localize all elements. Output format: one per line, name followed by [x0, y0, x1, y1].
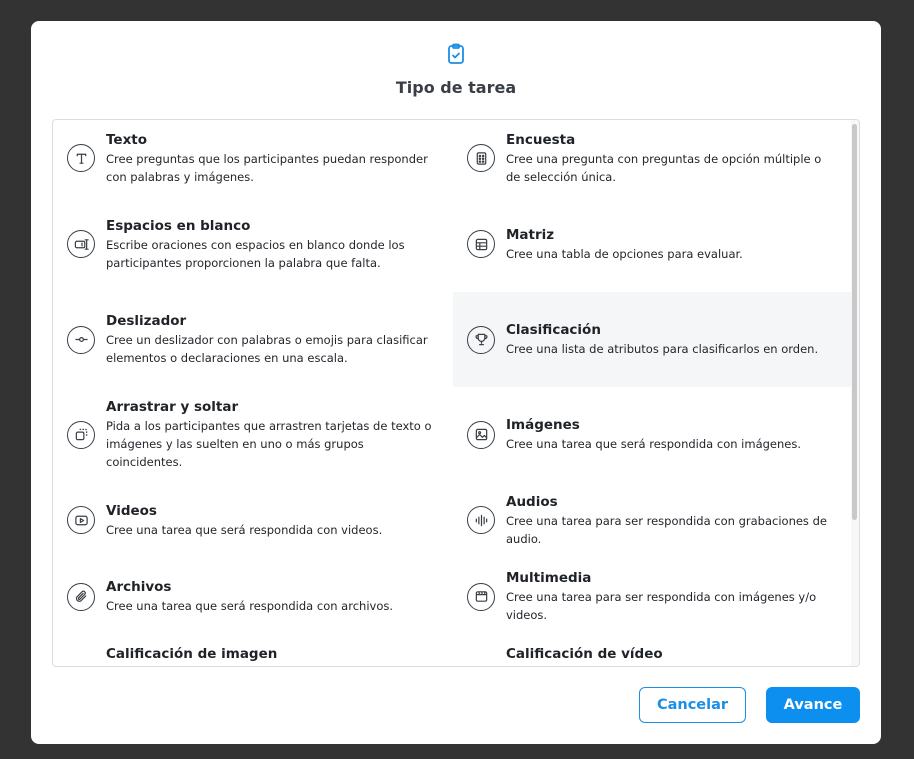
task-option-ranking[interactable]	[453, 292, 853, 387]
modal-title: Tipo de tarea	[395, 78, 517, 97]
task-option-description: Cree una tarea que será respondida con archivos.	[106, 599, 394, 613]
task-option-title: Calificación de imagen	[106, 646, 278, 662]
task-option-multimedia[interactable]	[453, 558, 853, 635]
task-option-title: Clasificación	[506, 322, 601, 338]
survey-icon	[467, 144, 495, 172]
paperclip-icon	[67, 583, 95, 611]
drag-drop-icon	[67, 421, 95, 449]
task-option-description: Cree preguntas que los participantes puedan responder con palabras y imágenes.	[106, 151, 428, 184]
task-option-title: Videos	[106, 502, 157, 519]
task-option-image-rating[interactable]	[53, 635, 453, 667]
video-icon	[67, 506, 95, 534]
task-option-slider[interactable]	[53, 292, 453, 387]
task-option-title: Archivos	[106, 579, 172, 595]
task-option-description: Pida a los participantes que arrastren tarjetas de texto o imágenes y las suelten en uno o más grupos coincidentes.	[106, 419, 432, 469]
task-option-description: Cree una tabla de opciones para evaluar.	[506, 246, 743, 261]
text-icon	[67, 144, 95, 172]
task-option-title: Encuesta	[506, 131, 576, 148]
task-option-description: Cree una lista de atributos para clasificarlos en orden.	[506, 342, 819, 356]
task-option-description: Cree una tarea para ser respondida con grabaciones de audio.	[506, 513, 827, 546]
task-option-text[interactable]	[53, 120, 453, 196]
task-option-title: Audios	[506, 493, 558, 510]
task-option-title: Espacios en blanco	[106, 217, 251, 234]
trophy-icon	[467, 326, 495, 354]
slider-icon	[67, 326, 95, 354]
task-option-videos[interactable]	[53, 482, 453, 558]
task-option-description: Cree un deslizador con palabras o emojis para clasificar elementos o declaraciones en una escala.	[106, 333, 428, 365]
task-option-description: Cree una tarea que será respondida con videos.	[106, 522, 383, 537]
next-button[interactable]: Avance	[766, 687, 860, 723]
task-option-title: Texto	[106, 131, 148, 148]
task-option-audios[interactable]	[453, 482, 853, 558]
task-option-title: Deslizador	[106, 313, 187, 329]
fill-blanks-icon	[67, 230, 95, 258]
image-icon	[467, 421, 495, 449]
list-scrollbar[interactable]	[851, 120, 859, 667]
task-option-title: Imágenes	[506, 417, 580, 433]
cancel-button[interactable]: Cancelar	[639, 687, 746, 723]
task-option-description: Cree una pregunta con preguntas de opción múltiple o de selección única.	[506, 151, 822, 184]
task-option-description: Cree una tarea para ser respondida con imágenes y/o videos.	[506, 590, 817, 622]
audio-wave-icon	[467, 506, 495, 534]
task-option-survey[interactable]	[453, 120, 853, 196]
matrix-icon	[467, 230, 495, 258]
task-option-files[interactable]	[53, 558, 453, 635]
task-option-title: Multimedia	[506, 570, 592, 586]
task-type-modal	[31, 21, 881, 744]
task-option-images[interactable]	[453, 387, 853, 482]
task-option-description: Cree una tarea que será respondida con imágenes.	[506, 437, 802, 451]
task-option-title: Arrastrar y soltar	[106, 399, 239, 415]
task-option-title: Calificación de vídeo	[506, 646, 663, 662]
scrollbar-thumb[interactable]	[852, 124, 857, 520]
task-option-video-rating[interactable]	[453, 635, 853, 667]
multimedia-icon	[467, 583, 495, 611]
task-option-description: Escribe oraciones con espacios en blanco donde los participantes proporcionen la palabra que falta.	[106, 237, 405, 270]
task-type-list[interactable]	[52, 119, 860, 667]
clipboard-check-icon	[444, 42, 468, 66]
task-option-matrix[interactable]	[453, 196, 853, 292]
task-option-drag-drop[interactable]	[53, 387, 453, 482]
task-option-title: Matriz	[506, 226, 555, 243]
task-option-fill-blanks[interactable]	[53, 196, 453, 292]
